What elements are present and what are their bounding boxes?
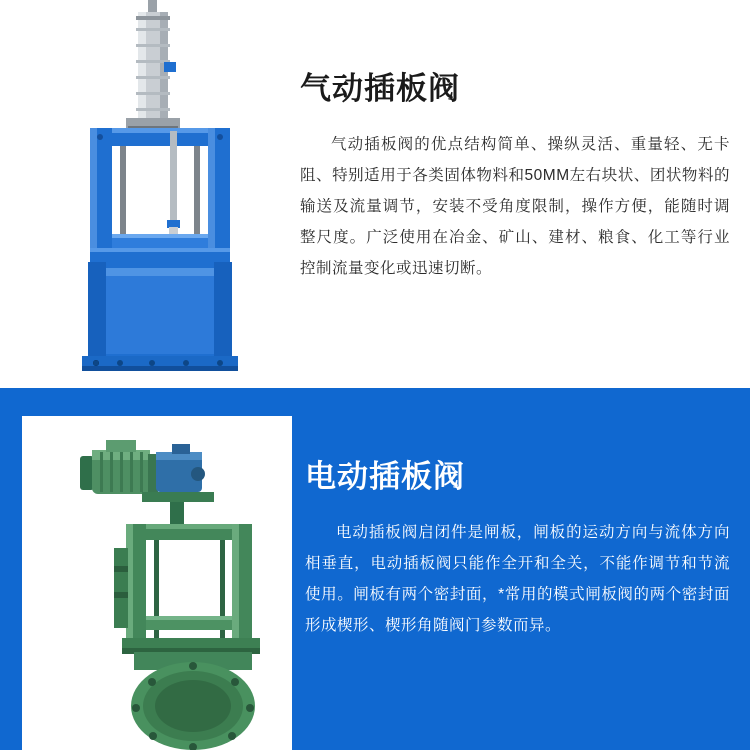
electric-title: 电动插板阀 bbox=[305, 459, 465, 494]
electric-valve-image bbox=[22, 416, 292, 750]
pneumatic-body: 气动插板阀的优点结构简单、操纵灵活、重量轻、无卡阻、特别适用于各类固体物料和50MM左右块状、团状物料的输送及流量调节，安装不受角度限制，操作方便，能随时调整尺度。广泛使用在冶金、矿山、建材、粮食、化工等行业控制流量变化或迅速切断。 bbox=[300, 136, 730, 278]
pneumatic-title: 气动插板阀 bbox=[300, 71, 460, 106]
pneumatic-valve-illustration bbox=[20, 0, 285, 388]
pneumatic-valve-image bbox=[20, 0, 285, 388]
electric-body: 电动插板阀启闭件是闸板，闸板的运动方向与流体方向相垂直，电动插板阀只能作全开和全关，不能作调节和节流使用。闸板有两个密封面，*常用的模式闸板阀的两个密封面形成楔形、楔形角随阀门参数而异。 bbox=[305, 524, 730, 635]
section-electric bbox=[0, 388, 750, 750]
pneumatic-text-block bbox=[300, 70, 730, 284]
electric-text-block bbox=[305, 458, 730, 641]
electric-valve-illustration bbox=[22, 416, 292, 750]
